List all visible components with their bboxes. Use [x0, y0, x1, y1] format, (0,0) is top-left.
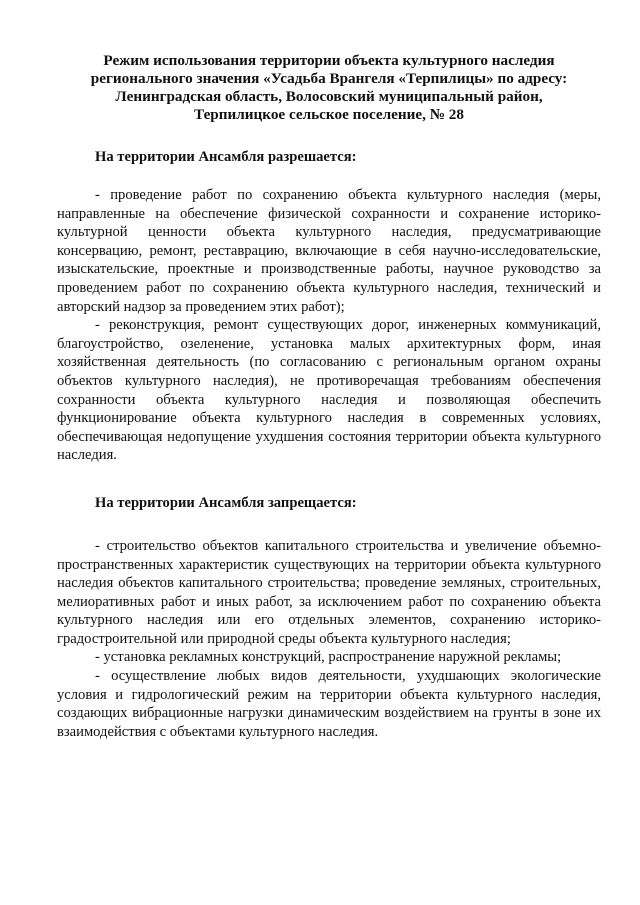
document-title: [57, 52, 601, 124]
allowed-item: - реконструкция, ремонт существующих дорог, инженерных коммуникаций, благоустройство, озеленение, установка малых архитектурных форм, иная хозяйственная деятельность (по согласованию с региональным органом охраны объектов культурного наследия), не противоречащая требованиям обеспечения сохранности объекта культурного наследия и позволяющая обеспечить функционирование объекта культурного наследия в современных условиях, обеспечивающая недопущение ухудшения состояния территории объекта культурного наследия.: [57, 317, 601, 464]
prohibited-item: - установка рекламных конструкций, распространение наружной рекламы;: [95, 649, 562, 666]
prohibited-heading: На территории Ансамбля запрещается:: [95, 494, 357, 511]
title-line: Терпилицкое сельское поселение, № 28: [194, 106, 464, 123]
prohibited-item: - строительство объектов капитального строительства и увеличение объемно-пространственных характеристик существующих на территории объекта культурного наследия объектов капитального строительства; проведение земляных, строительных, мелиоративных работ и иных работ, за исключением работ по сохранению объекта культурного наследия или его отдельных элементов, сохранению историко-градостроительной или природной среды объекта культурного наследия;: [57, 537, 601, 647]
title-line: регионального значения «Усадьба Врангеля «Терпилицы» по адресу:: [90, 70, 568, 87]
title-line: Ленинградская область, Волосовский муниципальный район,: [115, 88, 543, 105]
title-line: Режим использования территории объекта культурного наследия: [103, 52, 555, 69]
document-page: [57, 52, 601, 741]
allowed-heading: На территории Ансамбля разрешается:: [95, 149, 357, 165]
allowed-item: - проведение работ по сохранению объекта культурного наследия (меры, направленные на обеспечение физической сохранности и сохранение историко-культурной ценности объекта культурного наследия, предусматривающие консервацию, ремонт, реставрацию, включающие в себя научно-исследовательские, изыскательские, проектные и производственные работы, научное руководство за проведением работ по сохранению объекта культурного наследия, технический и авторский надзор за проведением этих работ);: [57, 187, 601, 315]
prohibited-item: - осуществление любых видов деятельности, ухудшающих экологические условия и гидрологический режим на территории объекта культурного наследия, создающих вибрационные нагрузки динамическим воздействием на грунты в зоне их взаимодействия с объектами культурного наследия.: [57, 668, 601, 740]
